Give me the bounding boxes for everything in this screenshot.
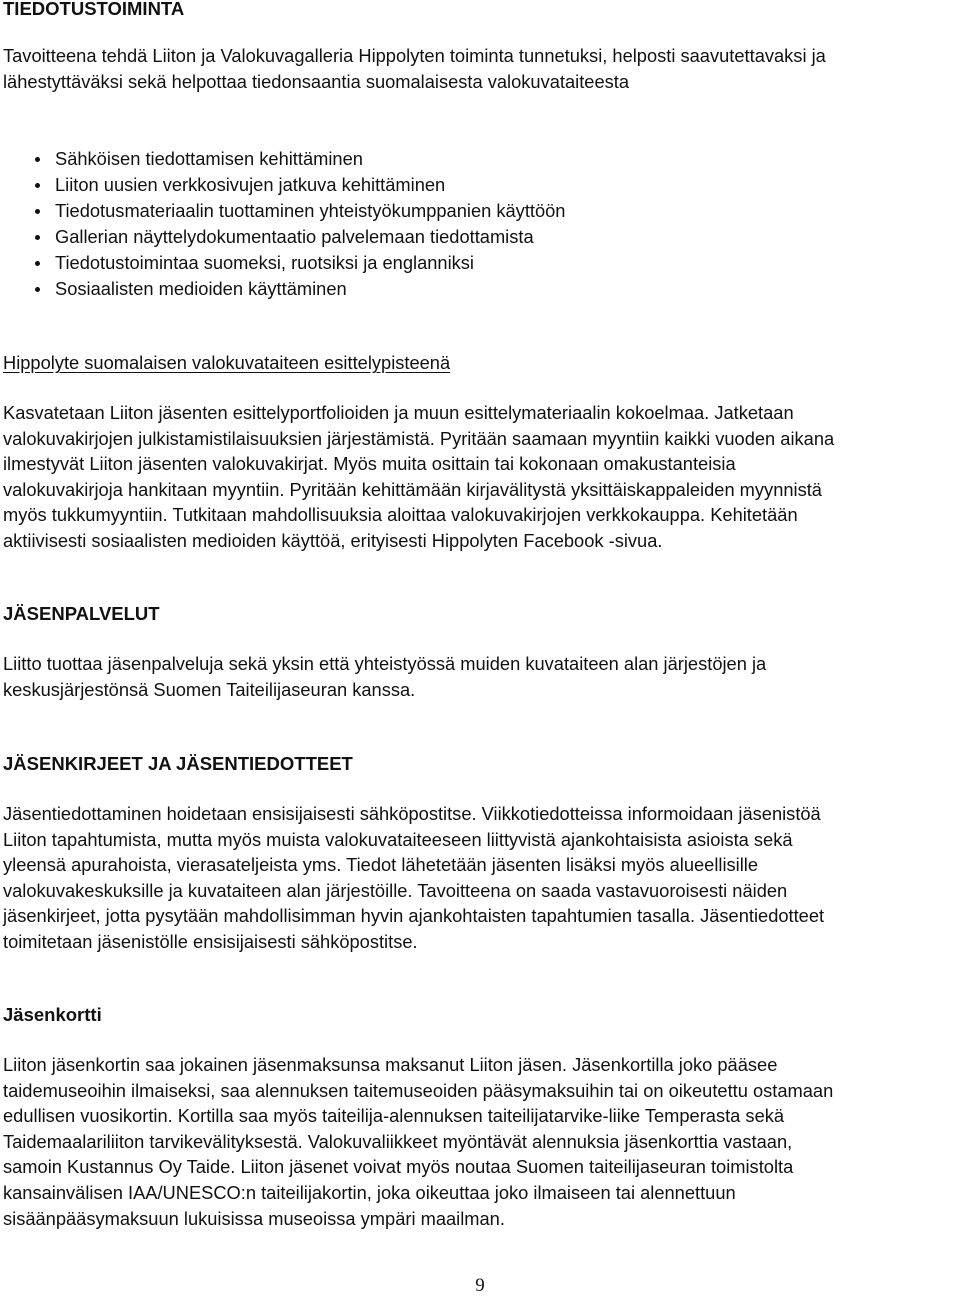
list-item: Liiton uusien verkkosivujen jatkuva kehittäminen <box>35 172 565 198</box>
paragraph-line: jäsenkirjeet, jotta pysytään mahdollisimman hyvin ajankohtaisten tapahtumien tasalla. Jäsentiedotteet <box>3 905 825 927</box>
list-item: Tiedotusmateriaalin tuottaminen yhteistyökumppanien käyttöön <box>35 198 565 224</box>
paragraph-line: Liiton tapahtumista, mutta myös muista valokuvataiteeseen liittyvistä ajankohtaisista asioista sekä <box>3 828 793 850</box>
section-title-jasenkortti: Jäsenkortti <box>3 1004 102 1025</box>
paragraph-line: kansainvälisen IAA/UNESCO:n taiteilijakortin, joka oikeuttaa joko ilmaiseen tai alennettuun <box>3 1181 736 1203</box>
section-title-tiedotustoiminta: TIEDOTUSTOIMINTA <box>3 0 185 19</box>
bullet-icon <box>35 235 40 240</box>
bullet-icon <box>35 183 40 188</box>
paragraph-line: yleensä apurahoista, vierasateljeista yms. Tiedot lähetetään jäsenten lisäksi myös alueellisille <box>3 854 759 876</box>
paragraph-line: Tavoitteena tehdä Liiton ja Valokuvagalleria Hippolyten toiminta tunnetuksi, helposti saavutettavaksi ja <box>3 45 826 66</box>
hippolyte-paragraph <box>3 400 834 554</box>
list-item: Tiedotustoimintaa suomeksi, ruotsiksi ja englanniksi <box>35 250 565 276</box>
paragraph-line: toimitetaan jäsenistölle ensisijaisesti sähköpostitse. <box>3 930 418 952</box>
jasenpalvelut-paragraph <box>3 651 766 702</box>
bullet-icon <box>35 287 40 292</box>
paragraph-line: Jäsentiedottaminen hoidetaan ensisijaisesti sähköpostitse. Viikkotiedotteissa informoidaan jäsenistöä <box>3 803 821 824</box>
paragraph-line: valokuvakirjoja hankitaan myyntiin. Pyritään kehittämään kirjavälitystä yksittäiskappaleiden myynnistä <box>3 478 822 500</box>
jasenkirjeet-paragraph <box>3 801 824 955</box>
paragraph-line: edullisen vuosikortin. Kortilla saa myös taiteilija-alennuksen taiteilijatarvike-liike Temperasta sekä <box>3 1105 785 1127</box>
list-item: Sosiaalisten medioiden käyttäminen <box>35 276 565 302</box>
page-number: 9 <box>475 1275 485 1296</box>
list-item: Sähköisen tiedottamisen kehittäminen <box>35 146 565 172</box>
section-title-jasenpalvelut: JÄSENPALVELUT <box>3 603 160 624</box>
paragraph-line: lähestyttäväksi sekä helpottaa tiedonsaantia suomalaisesta valokuvataiteesta <box>3 70 630 92</box>
list-item: Gallerian näyttelydokumentaatio palvelemaan tiedottamista <box>35 224 565 250</box>
paragraph-line: keskusjärjestönsä Suomen Taiteilijaseuran kanssa. <box>3 678 416 700</box>
paragraph-line: Taidemaalariliiton tarvikevälityksestä. Valokuvaliikkeet myöntävät alennuksia jäsenkorttia vastaan, <box>3 1130 793 1152</box>
paragraph-line: Liitto tuottaa jäsenpalveluja sekä yksin että yhteistyössä muiden kuvataiteen alan järjestöjen ja <box>3 653 767 674</box>
paragraph-line: valokuvakeskuksille ja kuvataiteen alan järjestöille. Tavoitteena on saada vastavuoroisesti näiden <box>3 879 788 901</box>
paragraph-line: samoin Kustannus Oy Taide. Liiton jäsenet voivat myös noutaa Suomen taiteilijaseuran toimistolta <box>3 1156 794 1178</box>
paragraph-line: taidemuseoihin ilmaiseksi, saa alennuksen taitemuseoiden pääsymaksuihin tai on oikeutettu ostamaan <box>3 1079 834 1101</box>
jasenkortti-paragraph <box>3 1052 833 1231</box>
paragraph-line: Liiton jäsenkortin saa jokainen jäsenmaksunsa maksanut Liiton jäsen. Jäsenkortilla joko pääsee <box>3 1054 778 1075</box>
paragraph-line: Kasvatetaan Liiton jäsenten esittelyportfolioiden ja muun esittelymateriaalin kokoelmaa. Jatketaan <box>3 402 794 423</box>
bullet-icon <box>35 157 40 162</box>
intro-paragraph <box>3 43 826 94</box>
paragraph-line: ilmestyvät Liiton jäsenten valokuvakirjat. Myös muita osittain tai kokonaan omakustanteisia <box>3 453 736 475</box>
section-title-jasenkirjeet: JÄSENKIRJEET JA JÄSENTIEDOTTEET <box>3 753 353 774</box>
goals-bullet-list <box>3 146 565 302</box>
bullet-icon <box>35 209 40 214</box>
paragraph-line: myös tukkumyyntiin. Tutkitaan mahdollisuuksia aloittaa valokuvakirjojen verkkokauppa. Kehitetään <box>3 504 798 526</box>
paragraph-line: valokuvakirjojen julkistamistilaisuuksien järjestämistä. Pyritään saamaan myyntiin kaikki vuoden aikana <box>3 427 835 449</box>
paragraph-line: sisäänpääsymaksuun lukuisissa museoissa ympäri maailman. <box>3 1207 505 1229</box>
paragraph-line: aktiivisesti sosiaalisten medioiden käyttöä, erityisesti Hippolyten Facebook -sivua. <box>3 529 663 551</box>
subsection-title-hippolyte: Hippolyte suomalaisen valokuvataiteen esittelypisteenä <box>3 352 451 373</box>
bullet-icon <box>35 261 40 266</box>
